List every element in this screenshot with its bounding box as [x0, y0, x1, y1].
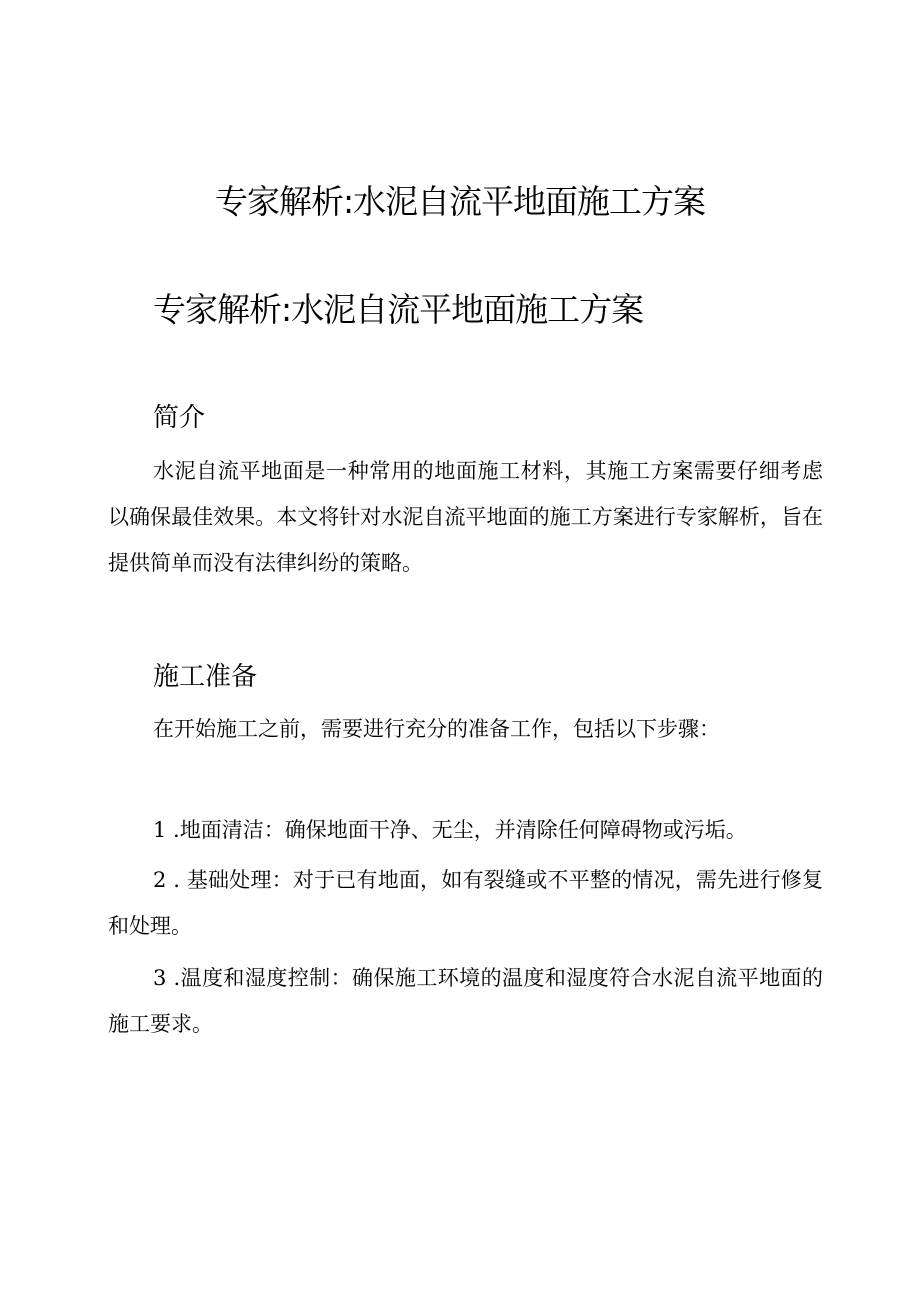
list-item-cleaning: 1 .地面清洁：确保地面干净、无尘，并清除任何障碍物或污垢。: [153, 818, 747, 842]
document-title: 专家解析:水泥自流平地面施工方案: [214, 182, 706, 221]
preparation-paragraph: 在开始施工之前，需要进行充分的准备工作，包括以下步骤：: [153, 717, 720, 741]
section-heading-intro: 简介: [153, 403, 206, 433]
list-item-climate-control: 3 .温度和湿度控制：确保施工环境的温度和湿度符合水泥自流平地面的施工要求。: [108, 966, 823, 1036]
intro-paragraph: 水泥自流平地面是一种常用的地面施工材料，其施工方案需要仔细考虑以确保最佳效果。本文将针对水泥自流平地面的施工方案进行专家解析，旨在提供简单而没有法律纠纷的策略。: [108, 459, 823, 575]
section-heading-preparation: 施工准备: [153, 662, 258, 692]
document-subtitle: 专家解析:水泥自流平地面施工方案: [153, 290, 644, 329]
list-item-base-treatment: 2 . 基础处理：对于已有地面，如有裂缝或不平整的情况，需先进行修复和处理。: [108, 868, 823, 938]
